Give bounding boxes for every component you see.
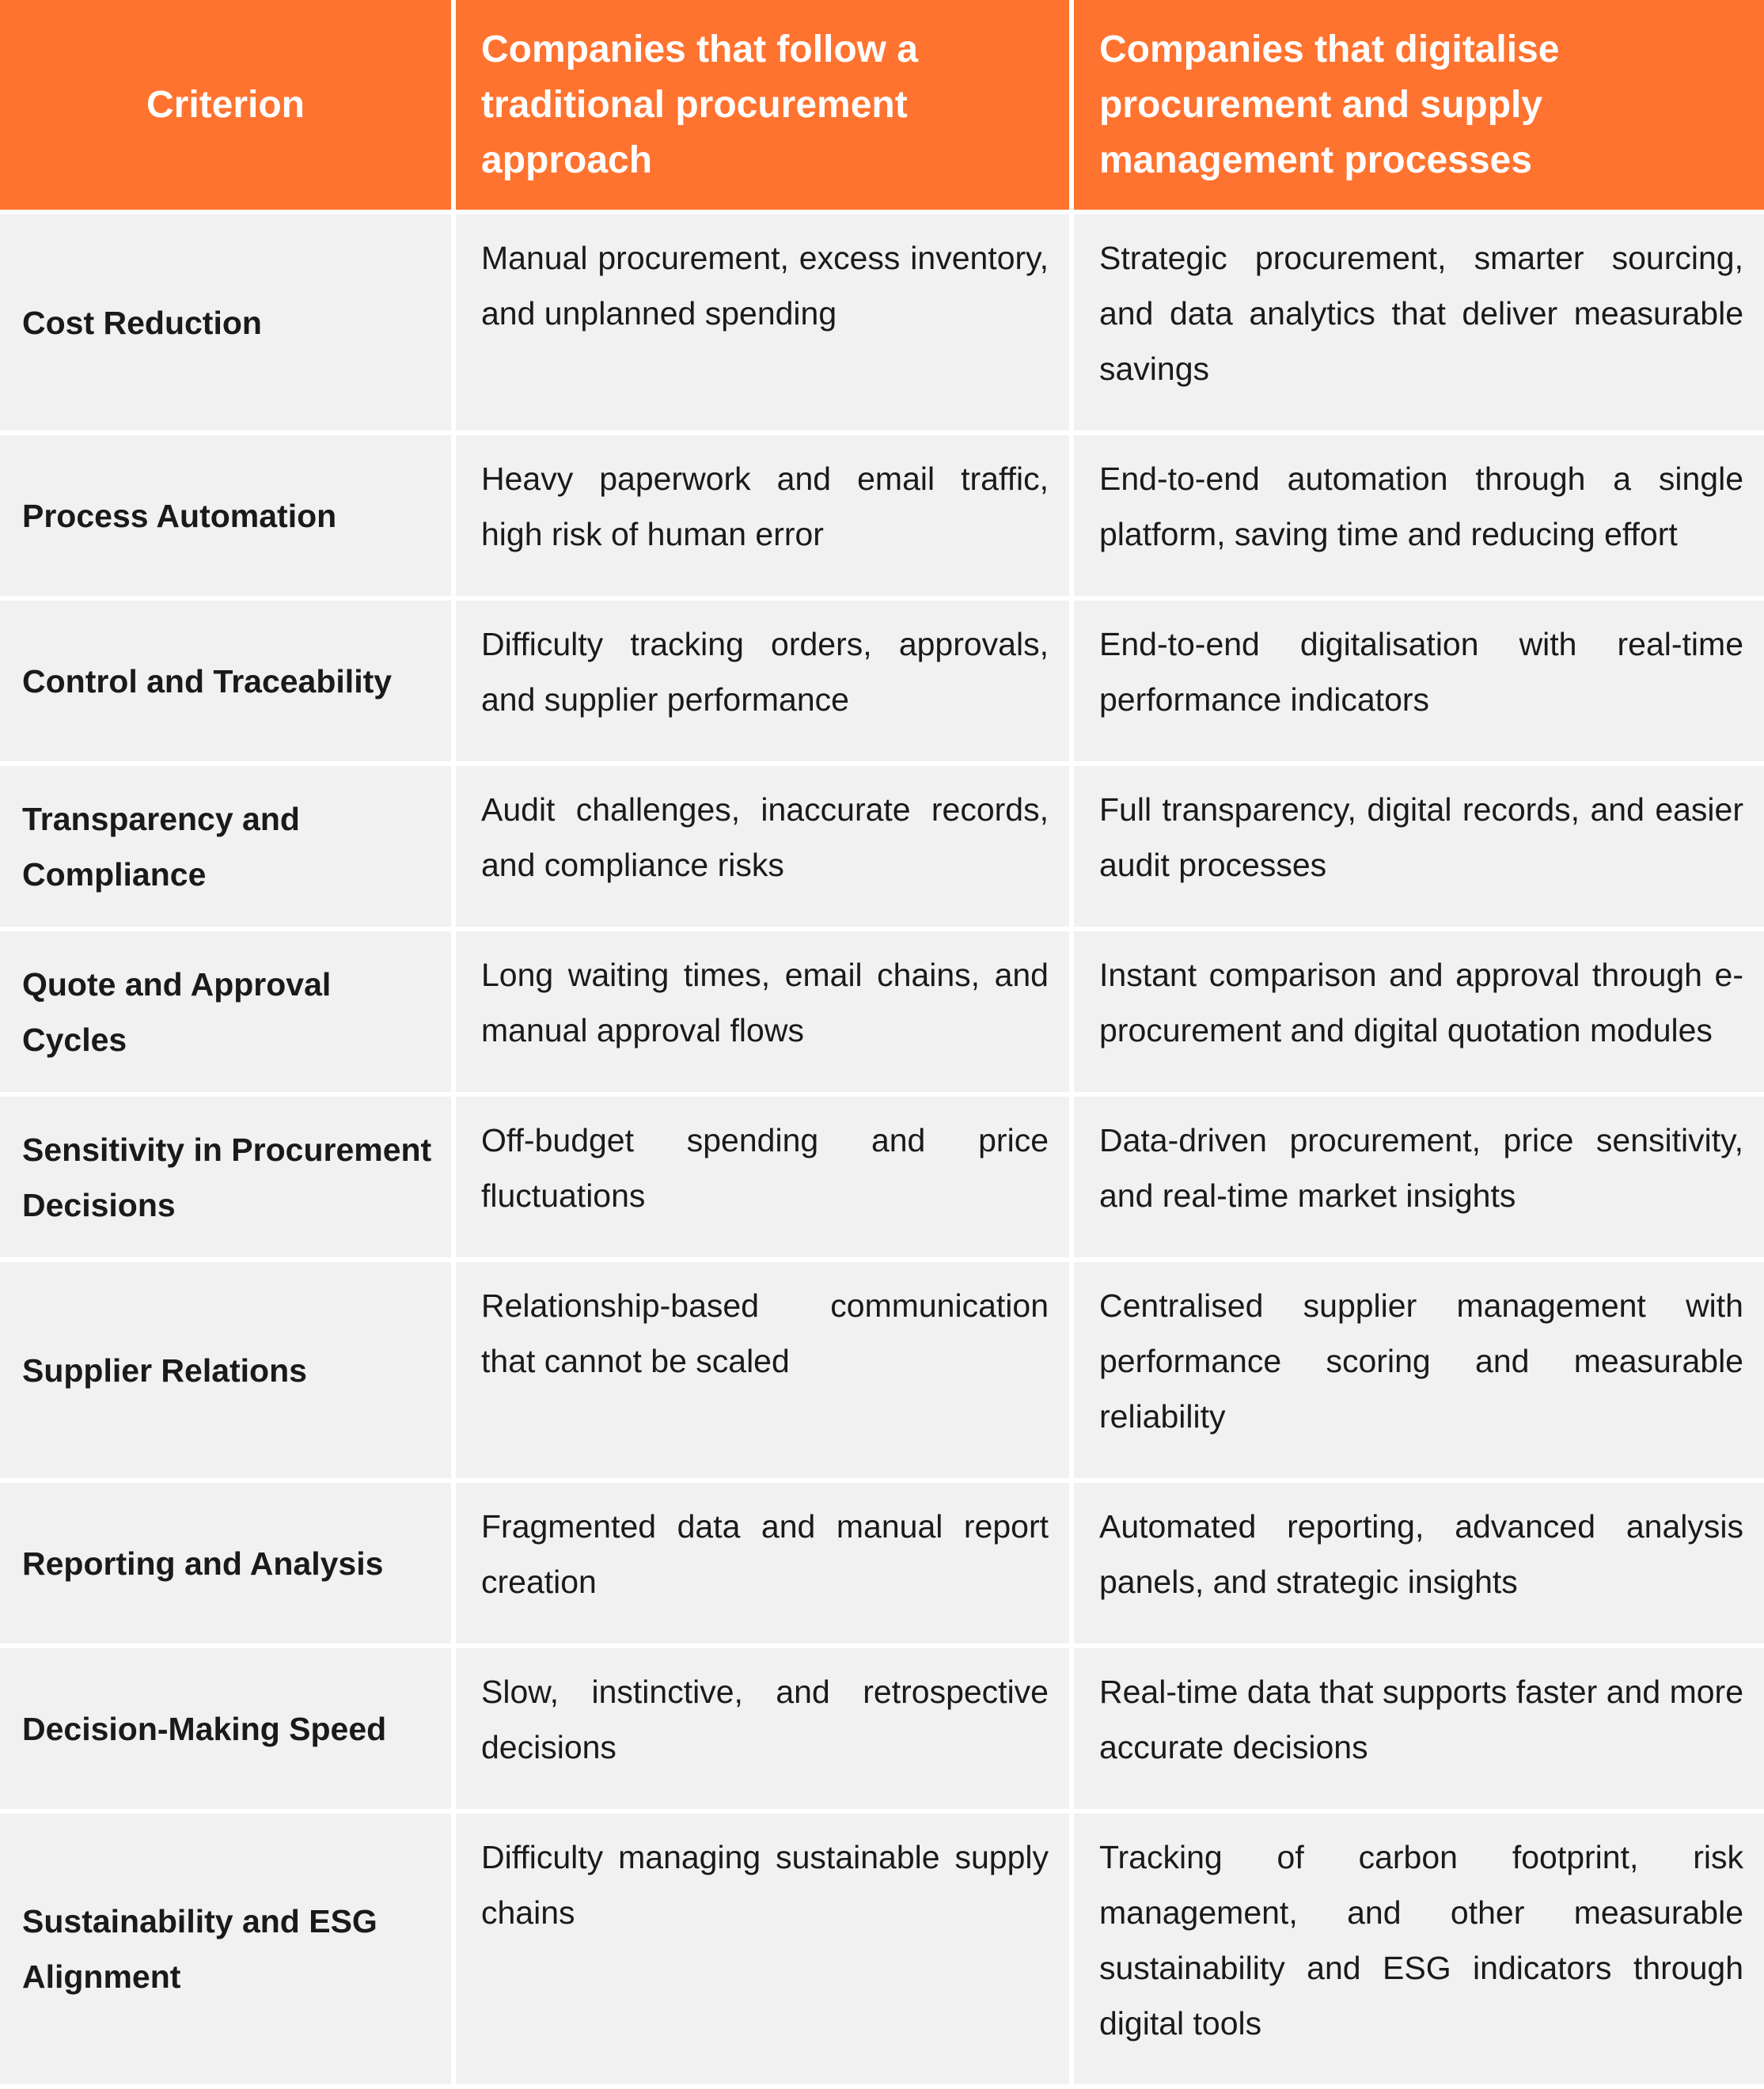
traditional-cell: Difficulty tracking orders, approvals, and supplier performance: [456, 601, 1074, 766]
table-row: [0, 766, 1764, 931]
criterion-cell: Cost Reduction: [0, 214, 456, 435]
digital-cell: Instant comparison and approval through e-procurement and digital quotation modules: [1074, 931, 1764, 1097]
traditional-cell: Fragmented data and manual report creation: [456, 1483, 1074, 1648]
traditional-cell: Manual procurement, excess inventory, and unplanned spending: [456, 214, 1074, 435]
table-header: [0, 0, 1764, 214]
traditional-cell: Difficulty managing sustainable supply chains: [456, 1814, 1074, 2089]
header-digital: Companies that digitalise procurement and supply management processes: [1074, 0, 1764, 214]
criterion-cell: Sensitivity in Procurement Decisions: [0, 1097, 456, 1262]
criterion-cell: Sustainability and ESG Alignment: [0, 1814, 456, 2089]
traditional-cell: Audit challenges, inaccurate records, and compliance risks: [456, 766, 1074, 931]
traditional-cell: Long waiting times, email chains, and manual approval flows: [456, 931, 1074, 1097]
digital-cell: Automated reporting, advanced analysis panels, and strategic insights: [1074, 1483, 1764, 1648]
table-row: [0, 931, 1764, 1097]
table-row: [0, 1483, 1764, 1648]
table-body: [0, 214, 1764, 2089]
header-traditional: Companies that follow a traditional procurement approach: [456, 0, 1074, 214]
criterion-cell: Reporting and Analysis: [0, 1483, 456, 1648]
table-row: [0, 1262, 1764, 1483]
traditional-cell: Off-budget spending and price fluctuations: [456, 1097, 1074, 1262]
table-row: [0, 601, 1764, 766]
table-row: [0, 214, 1764, 435]
criterion-cell: Quote and Approval Cycles: [0, 931, 456, 1097]
criterion-cell: Control and Traceability: [0, 601, 456, 766]
criterion-cell: Decision-Making Speed: [0, 1648, 456, 1814]
digital-cell: End-to-end automation through a single platform, saving time and reducing effort: [1074, 435, 1764, 601]
digital-cell: Real-time data that supports faster and more accurate decisions: [1074, 1648, 1764, 1814]
criterion-cell: Transparency and Compliance: [0, 766, 456, 931]
header-row: [0, 0, 1764, 214]
digital-cell: Centralised supplier management with performance scoring and measurable reliability: [1074, 1262, 1764, 1483]
table-row: [0, 435, 1764, 601]
digital-cell: Data-driven procurement, price sensitivity, and real-time market insights: [1074, 1097, 1764, 1262]
traditional-cell: Heavy paperwork and email traffic, high risk of human error: [456, 435, 1074, 601]
table-row: [0, 1814, 1764, 2089]
traditional-cell: Slow, instinctive, and retrospective decisions: [456, 1648, 1074, 1814]
criterion-cell: Supplier Relations: [0, 1262, 456, 1483]
digital-cell: End-to-end digitalisation with real-time performance indicators: [1074, 601, 1764, 766]
header-criterion: Criterion: [0, 0, 456, 214]
table-row: [0, 1097, 1764, 1262]
table-row: [0, 1648, 1764, 1814]
digital-cell: Tracking of carbon footprint, risk management, and other measurable sustainability and ESG indicators through digital tools: [1074, 1814, 1764, 2089]
digital-cell: Full transparency, digital records, and easier audit processes: [1074, 766, 1764, 931]
criterion-cell: Process Automation: [0, 435, 456, 601]
traditional-cell: Relationship-based communication that cannot be scaled: [456, 1262, 1074, 1483]
digital-cell: Strategic procurement, smarter sourcing, and data analytics that deliver measurable savings: [1074, 214, 1764, 435]
